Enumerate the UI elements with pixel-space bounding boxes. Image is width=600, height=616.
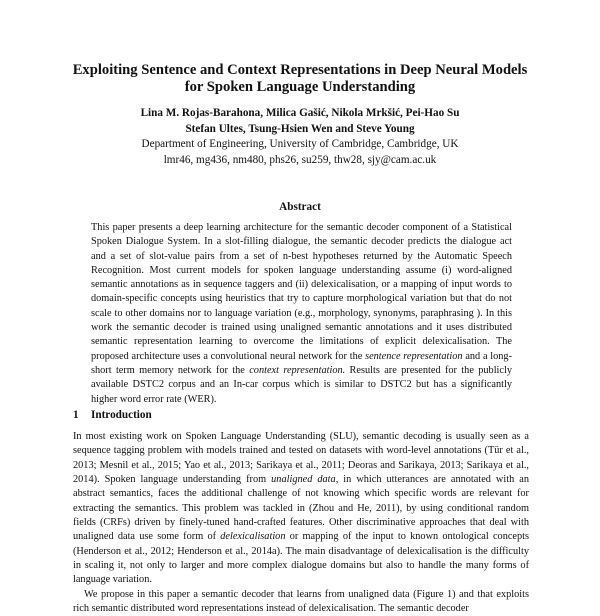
- author-block: [40, 106, 560, 168]
- title-line-1: Exploiting Sentence and Context Representations in Deep Neural Models: [72, 62, 528, 78]
- section-title: Introduction: [91, 409, 152, 421]
- intro-paragraph-2: We propose in this paper a semantic decoder that learns from unaligned data (Figure 1) and that exploits rich semantic distributed word representations instead of delexicalisation. The semantic decoder: [73, 588, 529, 615]
- intro-p1-a: In most existing work on Spoken Language Understanding (SLU), semantic decoding is usually seen as a sequence tagging problem with models trained and tested on datasets with word-level annotations (Tür et al., 2013; Mesnil et al., 2015; Yao et al., 2013; Sarikaya et al., 2011; Deoras and Sarikaya, 2013; Sarikaya et al., 2014). Spoken language understanding from: [73, 431, 529, 486]
- title-line-2: for Spoken Language Understanding: [184, 79, 416, 95]
- affiliation: Department of Engineering, University of Cambridge, Cambridge, UK: [141, 138, 459, 150]
- abstract-heading: Abstract: [279, 201, 321, 213]
- abstract-term-context-representation: context representation.: [249, 364, 346, 376]
- author-emails: lmr46, mg436, nm480, phs26, su259, thw28, sjy@cam.ac.uk: [163, 153, 437, 166]
- section-number: 1: [73, 409, 79, 421]
- author-names-line-1: Lina M. Rojas-Barahona, Milica Gašić, Nikola Mrkšić, Pei-Hao Su: [140, 107, 460, 119]
- abstract-term-sentence-representation: sentence representation: [365, 350, 463, 362]
- paper-title: [40, 62, 560, 96]
- abstract-text-b: and a long-short term memory network for the: [91, 350, 512, 376]
- intro-term-delexicalisation: delexicalisation: [220, 531, 286, 543]
- abstract-text-c: Results are presented for the publicly available DSTC2 corpus and an In-car corpus which is similar to DSTC2 but has a significantly higher word error rate (WER).: [91, 364, 512, 405]
- intro-term-unaligned-data: unaligned data: [271, 474, 336, 486]
- author-names-line-2: Stefan Ultes, Tsung-Hsien Wen and Steve Young: [185, 122, 415, 135]
- intro-p1-b: , in which utterances are annotated with an abstract semantics, faces the additional challenge of not knowing which specific words are relevant for extracting the semantics. This problem was tackled in (Zhou and He, 2011), by using conditional random fields (CRFs) driven by finely-tuned hand-crafted features. Other discriminative approaches that deal with unaligned data use some form of: [73, 474, 529, 543]
- intro-p1-c: or mapping of the input to known ontological concepts (Henderson et al., 2012; Henderson et al., 2014a). The main disadvantage of delexicalisation is the difficulty in scaling it, not only to larger and more complex dialogue domains but also to handle the many forms of language variation.: [73, 531, 529, 586]
- section-heading-introduction: [73, 409, 152, 421]
- intro-paragraph-1: [73, 430, 529, 588]
- abstract-text-a: This paper presents a deep learning architecture for the semantic decoder component of a Statistical Spoken Dialogue System. In a slot-filling dialogue, the semantic decoder predicts the dialogue act and a set of slot-value pairs from a set of n-best hypotheses returned by the Automatic Speech Recognition. Most current models for spoken language understanding assume (i) word-aligned semantic annotations as in sequence taggers and (ii) delexicalisation, or a mapping of input words to domain-specific concepts using heuristics that try to capture morphological variation but that do not scale to other domains nor to language variation (e.g., morphology, synonyms, paraphrasing ). In this work the semantic decoder is trained using unaligned semantic annotations and it uses distributed semantic representation learning to overcome the limitations of explicit delexicalisation. The proposed architecture uses a convolutional neural network for the: [91, 222, 512, 362]
- introduction-body: [73, 430, 529, 616]
- abstract-text: [91, 221, 512, 407]
